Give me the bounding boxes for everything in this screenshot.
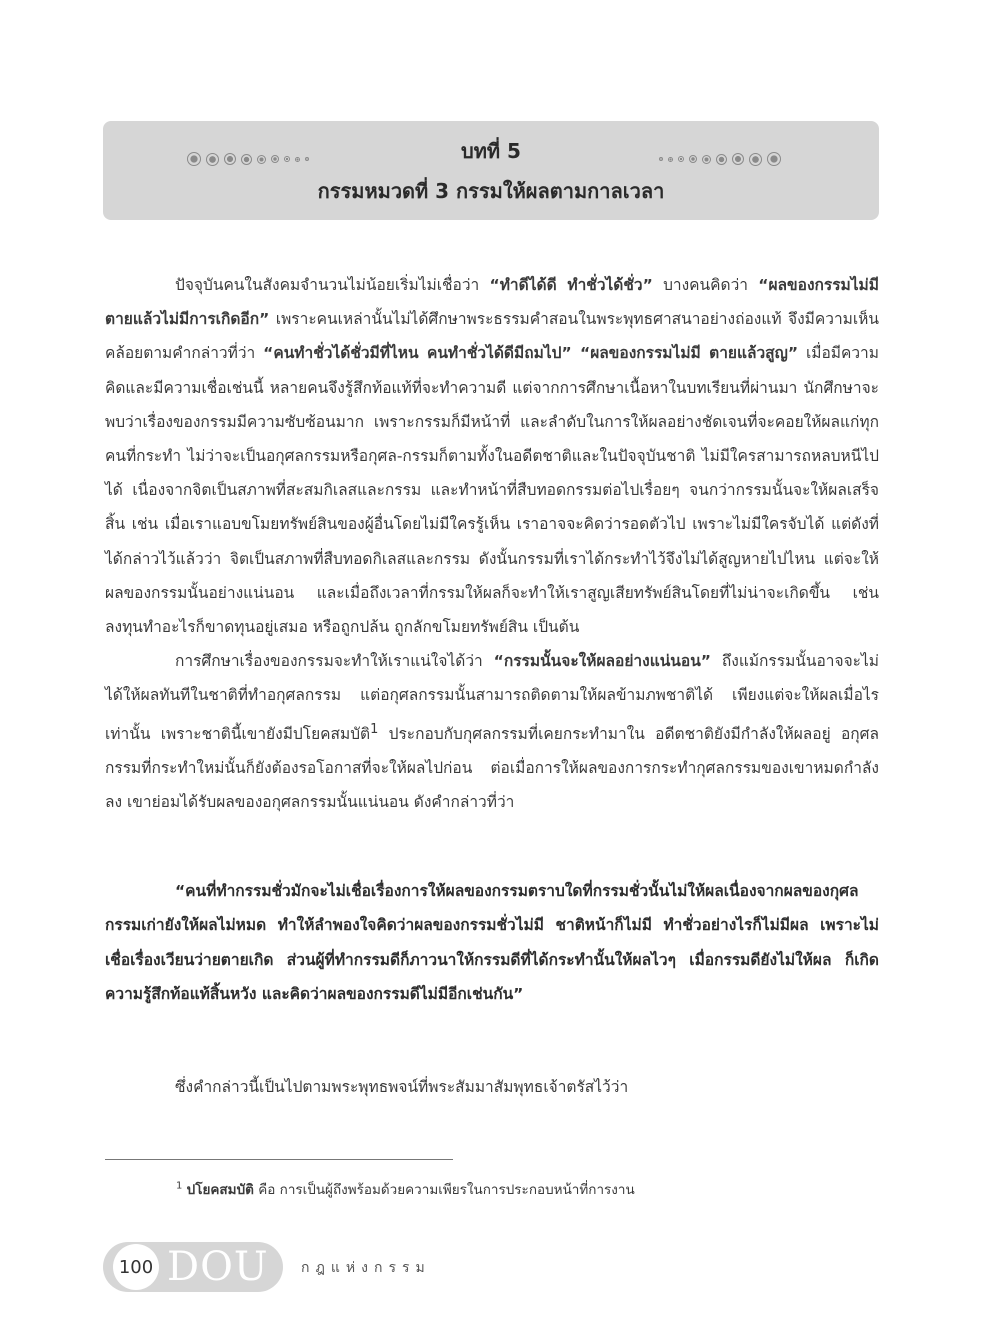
page-number: 100 [113,1244,159,1290]
quote-block: “คนที่ทำกรรมชั่วมักจะไม่เชื่อเรื่องการให้ผลของกรรมตราบใดที่กรรมชั่วนั้นไม่ให้ผลเนื่องจากผลของกุศลกรรมเก่ายังให้ผลไม่หมด ทำให้ลำพองใจคิดว่าผลของกรรมชั่วไม่มี ชาติหน้าก็ไม่มี ทำชั่วอย่างไรก็ไม่มีผล เพราะไม่เชื่อเรื่องเวียนว่ายตายเกิด ส่วนผู้ที่ทำกรรมดีก็ภาวนาให้กรรมดีที่ได้กระทำนั้นให้ผลไวๆ เมื่อกรรมดียังไม่ให้ผล ก็เกิดความรู้สึกท้อแท้สิ้นหวัง และคิดว่าผลของกรรมดีไม่มีอีกเช่นกัน” [105,882,879,1004]
book-title: กฎแห่งกรรม [301,1260,431,1276]
decorative-dots-right [659,149,786,169]
footnote-divider [105,1159,453,1160]
page-badge [103,1242,283,1292]
chapter-header [103,121,879,220]
paragraph-1: ปัจจุบันคนในสังคมจำนวนไม่น้อยเริ่มไม่เชื่อว่า “ทำดีได้ดี ทำชั่วได้ชั่ว” บางคนคิดว่า “ผลของกรรมไม่มี ตายแล้วไม่มีการเกิดอีก” เพราะคนเหล่านั้นไม่ได้ศึกษาพระธรรมคำสอนในพระพุทธศาสนาอย่างถ่องแท้ จึงมีความเห็นคล้อยตามคำกล่าวที่ว่า “คนทำชั่วได้ชั่วมีที่ไหน คนทำชั่วได้ดีมีถมไป” “ผลของกรรมไม่มี ตายแล้วสูญ” เมื่อมีความคิดและมีความเชื่อเช่นนี้ หลายคนจึงรู้สึกท้อแท้ที่จะทำความดี แต่จากการศึกษาเนื้อหาในบทเรียนที่ผ่านมา นักศึกษาจะพบว่าเรื่องของกรรมมีความซับซ้อนมาก เพราะกรรมก็มีหน้าที่ และลำดับในการให้ผลอย่างชัดเจนที่จะคอยให้ผลแก่ทุกคนที่กระทำ ไม่ว่าจะเป็นอกุศลกรรมหรือกุศล-กรรมก็ตามทั้งในอดีตชาติและในปัจจุบันชาติ ไม่มีใครสามารถหลบหนีไปได้ เนื่องจากจิตเป็นสภาพที่สะสมกิเลสและกรรม และทำหน้าที่สืบทอดกรรมต่อไปเรื่อยๆ จนกว่ากรรมนั้นจะให้ผลเสร็จสิ้น เช่น เมื่อเราแอบขโมยทรัพย์สินของผู้อื่นโดยไม่มีใครรู้เห็น เราอาจจะคิดว่ารอดตัวไป เพราะไม่มีใครจับได้ แต่ดังที่ได้กล่าวไว้แล้วว่า จิตเป็นสภาพที่สืบทอดกิเลสและกรรม ดังนั้นกรรมที่เราได้กระทำไว้จึงไม่ได้สูญหายไปไหน แต่จะให้ผลของกรรมนั้นอย่างแน่นอน และเมื่อถึงเวลาที่กรรมให้ผลก็จะทำให้เราสูญเสียทรัพย์สินโดยที่ไม่น่าจะเกิดขึ้น เช่น ลงทุนทำอะไรก็ขาดทุนอยู่เสมอ หรือถูกปล้น ถูกลักขโมยทรัพย์สิน เป็นต้น [105,276,879,637]
footnote: $^1$ ปโยคสมบัติ คือ การเป็นผู้ถึงพร้อมด้วยความเพียรในการประกอบหน้าที่การงาน [176,1180,635,1198]
footnote-ref[interactable]: 1 [370,721,379,737]
chapter-number: บทที่ 5 [461,139,521,163]
body-text [105,268,879,819]
closing-line: ซึ่งคำกล่าวนี้เป็นไปตามพระพุทธพจน์ที่พระสัมมาสัมพุทธเจ้าตรัสไว้ว่า [175,1078,629,1096]
paragraph-2: การศึกษาเรื่องของกรรมจะทำให้เราแน่ใจได้ว่า “กรรมนั้นจะให้ผลอย่างแน่นอน” ถึงแม้กรรมนั้นอาจจะไม่ได้ให้ผลทันทีในชาติที่ทำอกุศลกรรม แต่อกุศลกรรมนั้นสามารถติดตามให้ผลข้ามภพชาติได้ เพียงแต่จะให้ผลเมื่อไรเท่านั้น เพราะชาตินี้เขายังมีปโยคสมบัติ$^1$ ประกอบกับกุศลกรรมที่เคยกระทำมาใน อดีตชาติยังมีกำลังให้ผลอยู่ อกุศลกรรมที่กระทำใหม่นั้นก็ยังต้องรอโอกาสที่จะให้ผลไปก่อน ต่อเมื่อการให้ผลของการกระทำกุศลกรรมของเขาหมดกำลังลง เขาย่อมได้รับผลของอกุศลกรรมนั้นแน่นอน ดังคำกล่าวที่ว่า [105,652,879,812]
dou-logo: DOU [167,1244,269,1290]
chapter-title: กรรมหมวดที่ 3 กรรมให้ผลตามกาลเวลา [317,179,665,203]
